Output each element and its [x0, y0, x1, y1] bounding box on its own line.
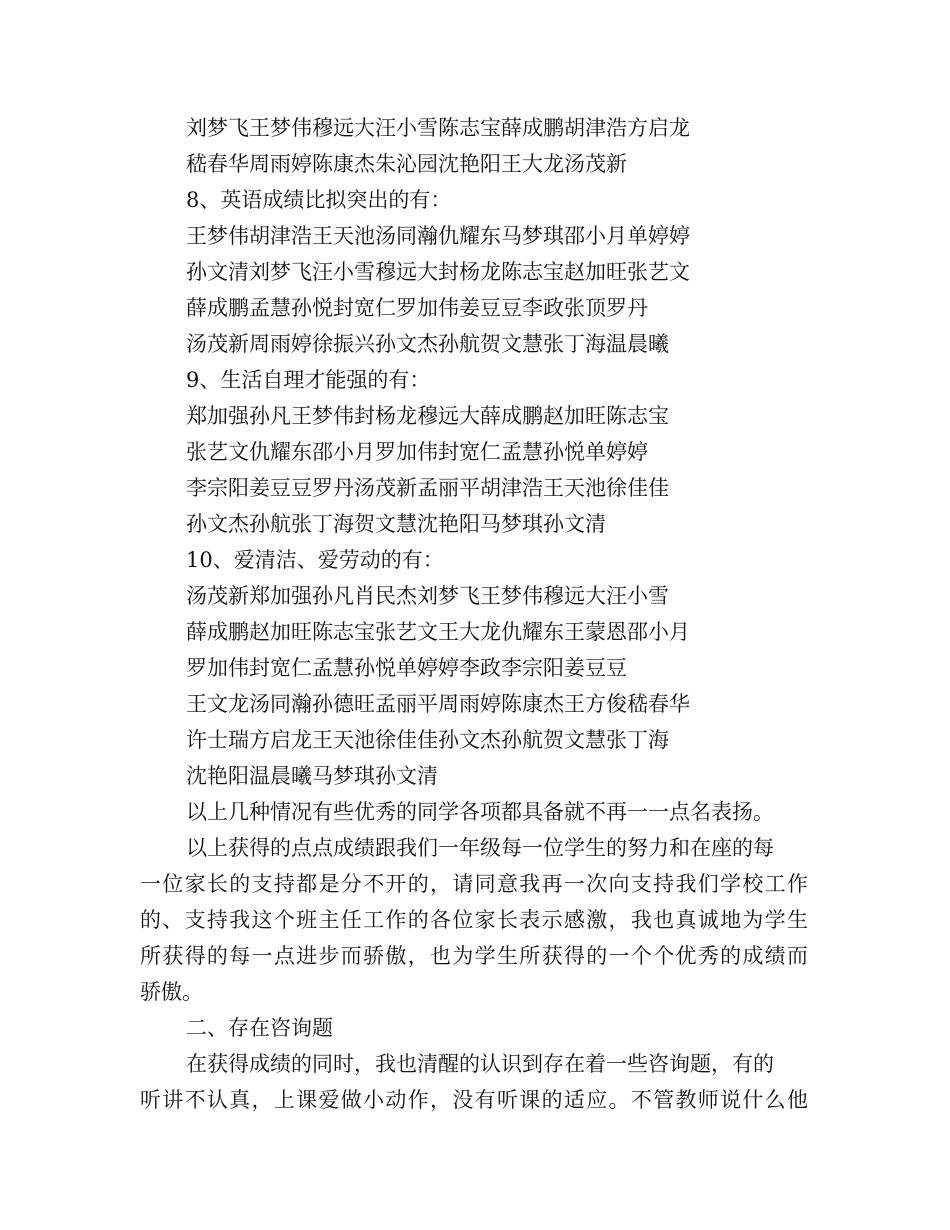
name-list-line: 汤茂新周雨婷徐振兴孙文杰孙航贺文慧张丁海温晨曦 [186, 332, 669, 356]
paragraph-line: 的、支持我这个班主任工作的各位家长表示感激，我也真诚地为学生 [140, 908, 808, 932]
name-list-line: 汤茂新郑加强孙凡肖民杰刘梦飞王梦伟穆远大汪小雪 [186, 584, 669, 608]
paragraph-line: 一位家长的支持都是分不开的，请同意我再一次向支持我们学校工作 [140, 872, 808, 896]
name-list-line: 孙文杰孙航张丁海贺文慧沈艳阳马梦琪孙文清 [186, 512, 606, 536]
name-list-line: 李宗阳姜豆豆罗丹汤茂新孟丽平胡津浩王天池徐佳佳 [186, 476, 669, 500]
name-list-line: 罗加伟封宽仁孟慧孙悦单婷婷李政李宗阳姜豆豆 [186, 656, 627, 680]
paragraph-line: 听讲不认真，上课爱做小动作，没有听课的适应。不管教师说什么他 [140, 1088, 808, 1112]
name-list-line: 嵇春华周雨婷陈康杰朱沁园沈艳阳王大龙汤茂新 [186, 152, 627, 176]
name-list-line: 沈艳阳温晨曦马梦琪孙文清 [186, 764, 438, 788]
paragraph-line: 骄傲。 [140, 980, 203, 1004]
name-list-line: 薛成鹏孟慧孙悦封宽仁罗加伟姜豆豆李政张顶罗丹 [186, 296, 648, 320]
name-list-line: 孙文清刘梦飞汪小雪穆远大封杨龙陈志宝赵加旺张艺文 [186, 260, 690, 284]
summary-line: 以上几种情况有些优秀的同学各项都具备就不再一一点名表扬。 [186, 800, 774, 824]
name-list-line: 张艺文仇耀东邵小月罗加伟封宽仁孟慧孙悦单婷婷 [186, 440, 648, 464]
paragraph-line: 所获得的每一点进步而骄傲，也为学生所获得的一个个优秀的成绩而 [140, 944, 808, 968]
name-list-line: 郑加强孙凡王梦伟封杨龙穆远大薛成鹏赵加旺陈志宝 [186, 404, 669, 428]
section-heading-8: 8、英语成绩比拟突出的有： [186, 188, 452, 212]
section-heading-10: 10、爱清洁、爱劳动的有： [186, 548, 444, 572]
section-heading-2: 二、存在咨询题 [186, 1016, 333, 1040]
name-list-line: 薛成鹏赵加旺陈志宝张艺文王大龙仇耀东王蒙恩邵小月 [186, 620, 690, 644]
name-list-line: 王文龙汤同瀚孙德旺孟丽平周雨婷陈康杰王方俊嵇春华 [186, 692, 690, 716]
paragraph-line: 以上获得的点点成绩跟我们一年级每一位学生的努力和在座的每 [186, 836, 774, 860]
name-list-line: 刘梦飞王梦伟穆远大汪小雪陈志宝薛成鹏胡津浩方启龙 [186, 116, 690, 140]
paragraph-line: 在获得成绩的同时，我也清醒的认识到存在着一些咨询题，有的 [186, 1052, 774, 1076]
name-list-line: 许士瑞方启龙王天池徐佳佳孙文杰孙航贺文慧张丁海 [186, 728, 669, 752]
name-list-line: 王梦伟胡津浩王天池汤同瀚仇耀东马梦琪邵小月单婷婷 [186, 224, 690, 248]
section-heading-9: 9、生活自理才能强的有： [186, 368, 431, 392]
